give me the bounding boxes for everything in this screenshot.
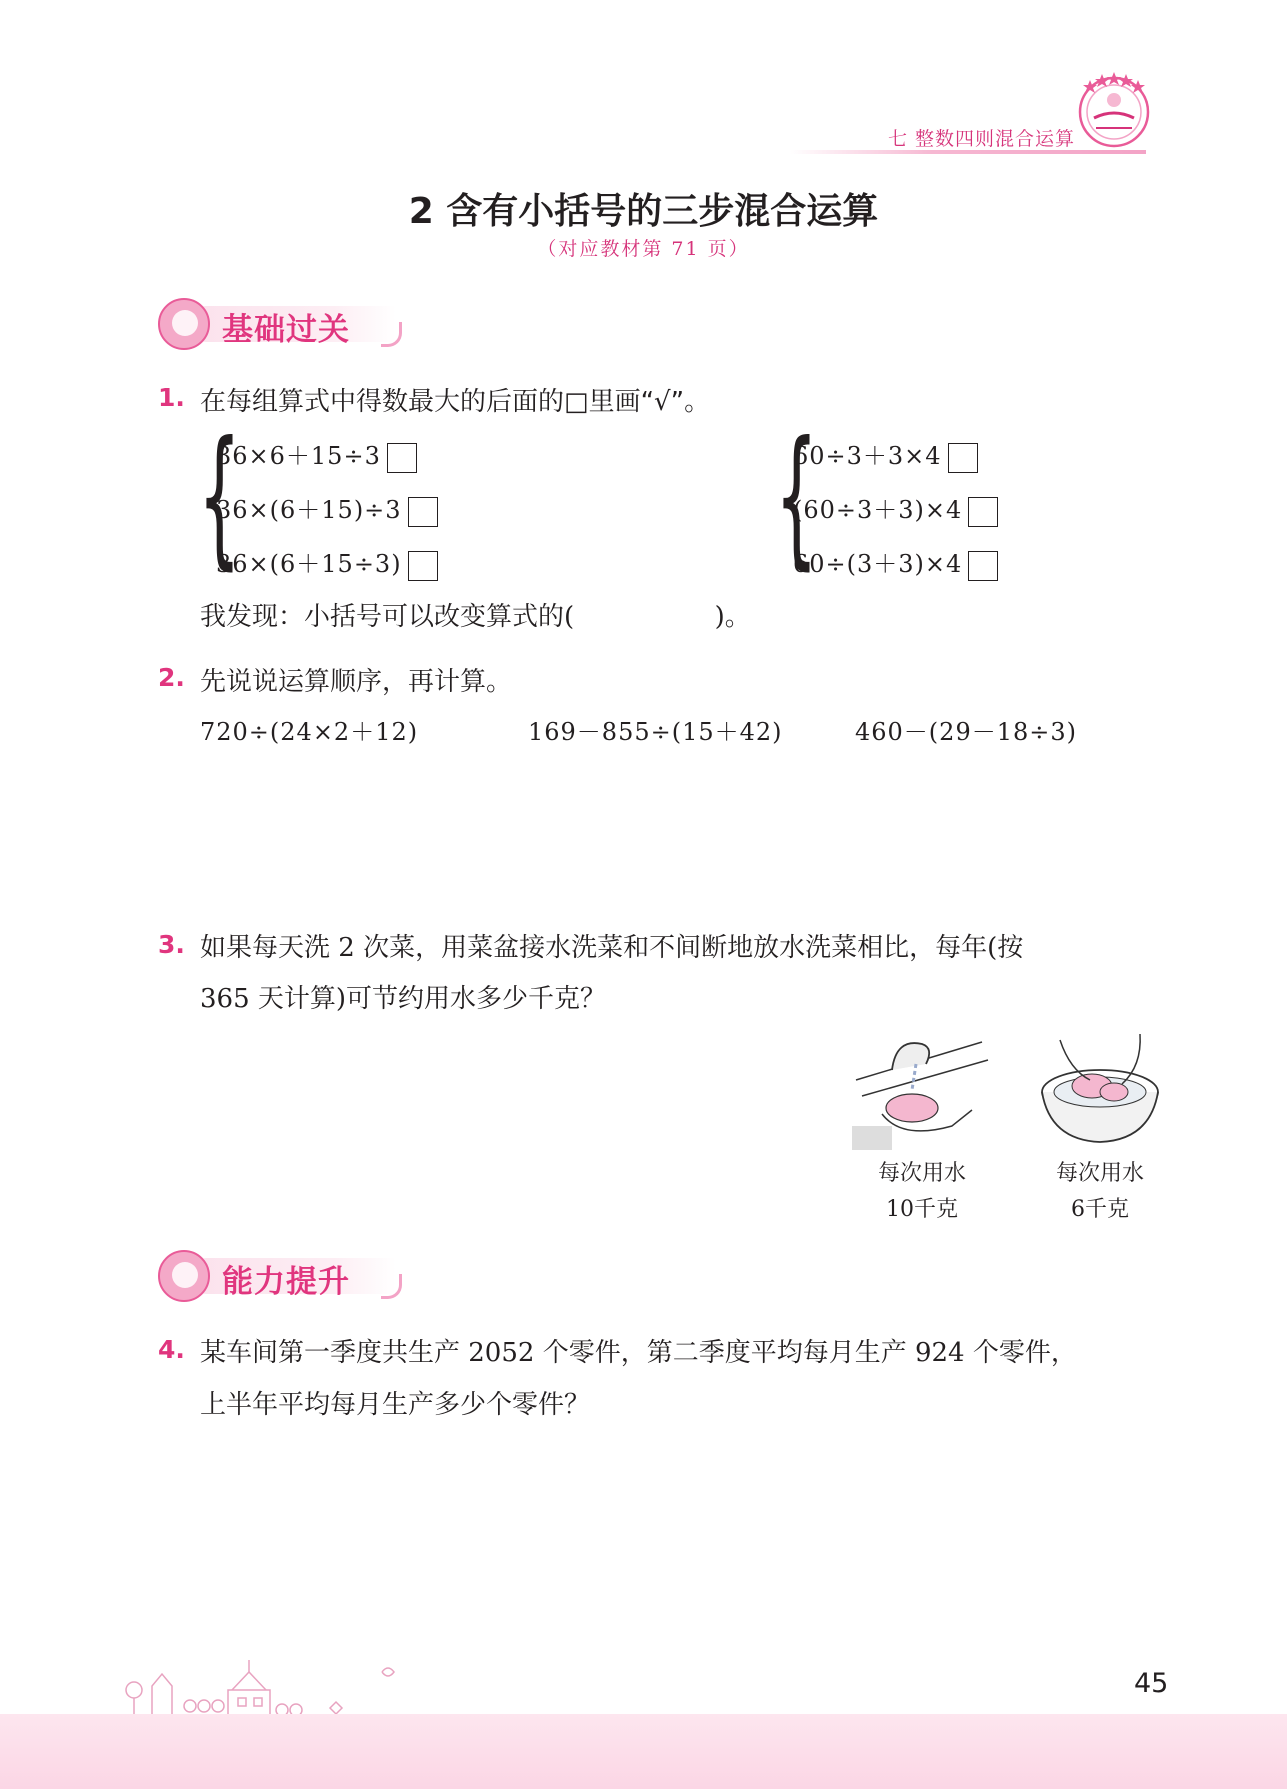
question-2-number: 2. [158, 663, 185, 692]
expr-row [793, 544, 998, 581]
faucet-washing-icon [852, 1030, 992, 1150]
expr-row [793, 490, 998, 527]
image-caption [852, 1156, 992, 1228]
section-banner-basic [158, 298, 402, 352]
question-1-text: 在每组算式中得数最大的后面的□里画“√”。 [200, 387, 711, 417]
caption-line: 每次用水 [877, 1161, 966, 1186]
answer-checkbox[interactable] [408, 551, 438, 581]
boy-avatar-icon [158, 1250, 210, 1302]
expr-row [216, 544, 438, 581]
caption-line: 10千克 [886, 1197, 958, 1222]
question-2-text: 先说说运算顺序，再计算。 [200, 667, 513, 697]
answer-checkbox[interactable] [387, 443, 417, 473]
page-title: 2 含有小括号的三步混合运算 [408, 191, 879, 232]
expr-row [216, 436, 417, 473]
question-4-line-1: 某车间第一季度共生产 2052 个零件，第二季度平均每月生产 924 个零件， [200, 1338, 1077, 1368]
expression: (60÷3＋3)×4 [793, 496, 963, 524]
footer-band [0, 1714, 1287, 1789]
basin-washing-icon [1030, 1030, 1170, 1150]
question-4-number: 4. [158, 1335, 185, 1364]
section-title-basic: 基础过关 [222, 312, 350, 348]
section-title-advanced: 能力提升 [222, 1264, 350, 1300]
answer-checkbox[interactable] [408, 497, 438, 527]
calc-expression: 460－(29－18÷3) [855, 718, 1077, 746]
question-3-line-2: 365 天计算)可节约用水多少千克？ [200, 984, 607, 1014]
calc-expression: 720÷(24×2＋12) [200, 718, 419, 746]
expr-row [793, 436, 978, 473]
answer-checkbox[interactable] [948, 443, 978, 473]
caption-line: 6千克 [1071, 1197, 1129, 1222]
expression: 36×6＋15÷3 [216, 442, 381, 470]
expression: 60÷(3＋3)×4 [793, 550, 963, 578]
question-1-finding[interactable]: 我发现：小括号可以改变算式的( )。 [200, 602, 751, 632]
answer-checkbox[interactable] [968, 497, 998, 527]
girl-avatar-icon [158, 298, 210, 350]
expression: 36×(6＋15÷3) [216, 550, 402, 578]
town-doodle-icon [120, 1650, 400, 1720]
expression: 36×(6＋15)÷3 [216, 496, 402, 524]
expression: 60÷3＋3×4 [793, 442, 942, 470]
question-4-line-2: 上半年平均每月生产多少个零件？ [200, 1390, 591, 1420]
question-1-number: 1. [158, 383, 185, 412]
calc-expression: 169－855÷(15＋42) [528, 718, 783, 746]
question-3-number: 3. [158, 930, 185, 959]
left-group-brace: { [198, 410, 241, 584]
expr-row [216, 490, 438, 527]
answer-checkbox[interactable] [968, 551, 998, 581]
header-divider [790, 150, 1146, 154]
image-caption [1030, 1156, 1170, 1228]
right-group-brace: { [775, 410, 818, 584]
page-number: 45 [1134, 1668, 1169, 1699]
question-3-line-1: 如果每天洗 2 次菜，用菜盆接水洗菜和不间断地放水洗菜相比，每年(按 [200, 933, 1024, 963]
page-subtitle: （对应教材第 71 页） [537, 238, 750, 260]
caption-line: 每次用水 [1055, 1161, 1144, 1186]
logo-seal-icon [1074, 70, 1154, 150]
section-banner-advanced [158, 1250, 402, 1304]
chapter-header: 七 整数四则混合运算 [887, 128, 1075, 150]
